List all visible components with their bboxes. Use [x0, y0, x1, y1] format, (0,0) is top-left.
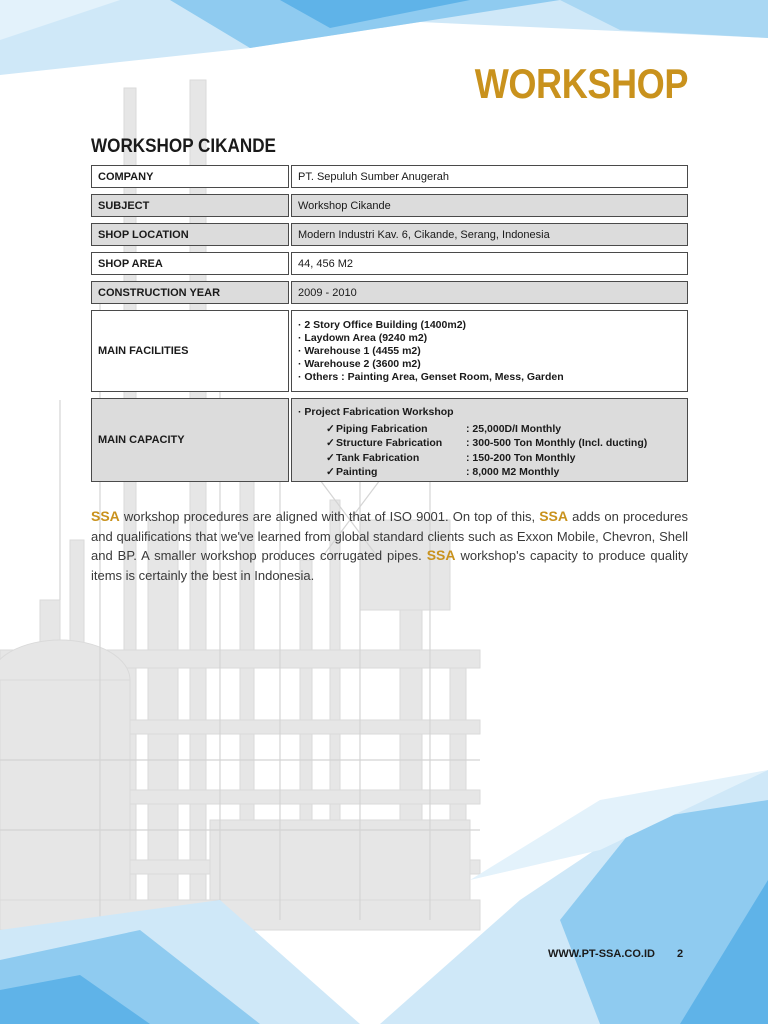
check-icon: ✓ — [326, 451, 335, 464]
capacity-label: MAIN CAPACITY — [91, 398, 289, 482]
check-icon: ✓ — [326, 466, 335, 478]
year-label: CONSTRUCTION YEAR — [91, 281, 289, 304]
facility-item: · Warehouse 1 (4455 m2) — [298, 344, 421, 357]
capacity-item-name: Piping Fabrication — [336, 422, 428, 435]
capacity-item-value: : 8,000 M2 Monthly — [466, 466, 560, 478]
table-row-subject — [91, 194, 688, 217]
location-label: SHOP LOCATION — [91, 223, 289, 246]
year-value: 2009 - 2010 — [291, 281, 688, 304]
paragraph-text: adds on procedures and qualifications that we've learned from global standard clients such as Exxon Mobile, Chevron, Shell and BP. A smaller workshop produces corrugated pipes. — [91, 509, 688, 563]
capacity-item-name: Structure Fabrication — [336, 437, 443, 449]
check-icon: ✓ — [326, 422, 335, 435]
facility-item: · Others : Painting Area, Genset Room, Mess, Garden — [298, 370, 564, 383]
paragraph-text: workshop's capacity to produce quality items is certainly the best in Indonesia. — [91, 548, 688, 583]
check-icon: ✓ — [326, 437, 335, 449]
website-link[interactable]: WWW.PT-SSA.CO.ID — [548, 948, 655, 960]
facility-item: · 2 Story Office Building (1400m2) — [298, 318, 467, 331]
capacity-heading: · Project Fabrication Workshop — [298, 406, 454, 418]
brand-text: SSA — [426, 547, 456, 563]
facility-item: · Warehouse 2 (3600 m2) — [298, 357, 421, 370]
capacity-item — [298, 436, 681, 451]
capacity-item-name: Tank Fabrication — [336, 451, 420, 464]
facility-item: · Laydown Area (9240 m2) — [298, 331, 428, 344]
capacity-item — [298, 422, 681, 437]
capacity-item-name: Painting — [336, 466, 378, 478]
table-row-year — [91, 281, 688, 304]
capacity-item — [298, 465, 681, 480]
facilities-label: MAIN FACILITIES — [91, 310, 289, 392]
capacity-item-value: : 300-500 Ton Monthly (Incl. ducting) — [466, 437, 648, 449]
capacity-block — [298, 405, 681, 480]
info-table — [91, 165, 688, 488]
section-title: WORKSHOP CIKANDE — [91, 136, 276, 157]
paragraph-text: workshop procedures are aligned with that of ISO 9001. On top of this, — [119, 509, 540, 524]
capacity-item — [298, 451, 681, 466]
table-row-facilities — [91, 310, 688, 392]
subject-value: Workshop Cikande — [291, 194, 688, 217]
brand-text: SSA — [91, 508, 120, 524]
table-row-area — [91, 252, 688, 275]
table-row-capacity — [91, 398, 688, 482]
company-label: COMPANY — [91, 165, 289, 188]
table-row-location — [91, 223, 688, 246]
page-number: 2 — [677, 948, 684, 960]
capacity-item-value: : 150-200 Ton Monthly — [466, 451, 576, 464]
company-value: PT. Sepuluh Sumber Anugerah — [291, 165, 688, 188]
location-value: Modern Industri Kav. 6, Cikande, Serang, Indonesia — [291, 223, 688, 246]
brand-text: SSA — [539, 508, 569, 524]
facilities-value — [291, 310, 688, 392]
facility-list — [298, 319, 564, 384]
page-title: WORKSHOP — [474, 60, 688, 107]
area-value: 44, 456 M2 — [291, 252, 688, 275]
description-paragraph — [91, 507, 688, 585]
capacity-item-value: : 25,000D/I Monthly — [466, 422, 562, 435]
table-row-company — [91, 165, 688, 188]
subject-label: SUBJECT — [91, 194, 289, 217]
capacity-value — [291, 398, 688, 482]
area-label: SHOP AREA — [91, 252, 289, 275]
